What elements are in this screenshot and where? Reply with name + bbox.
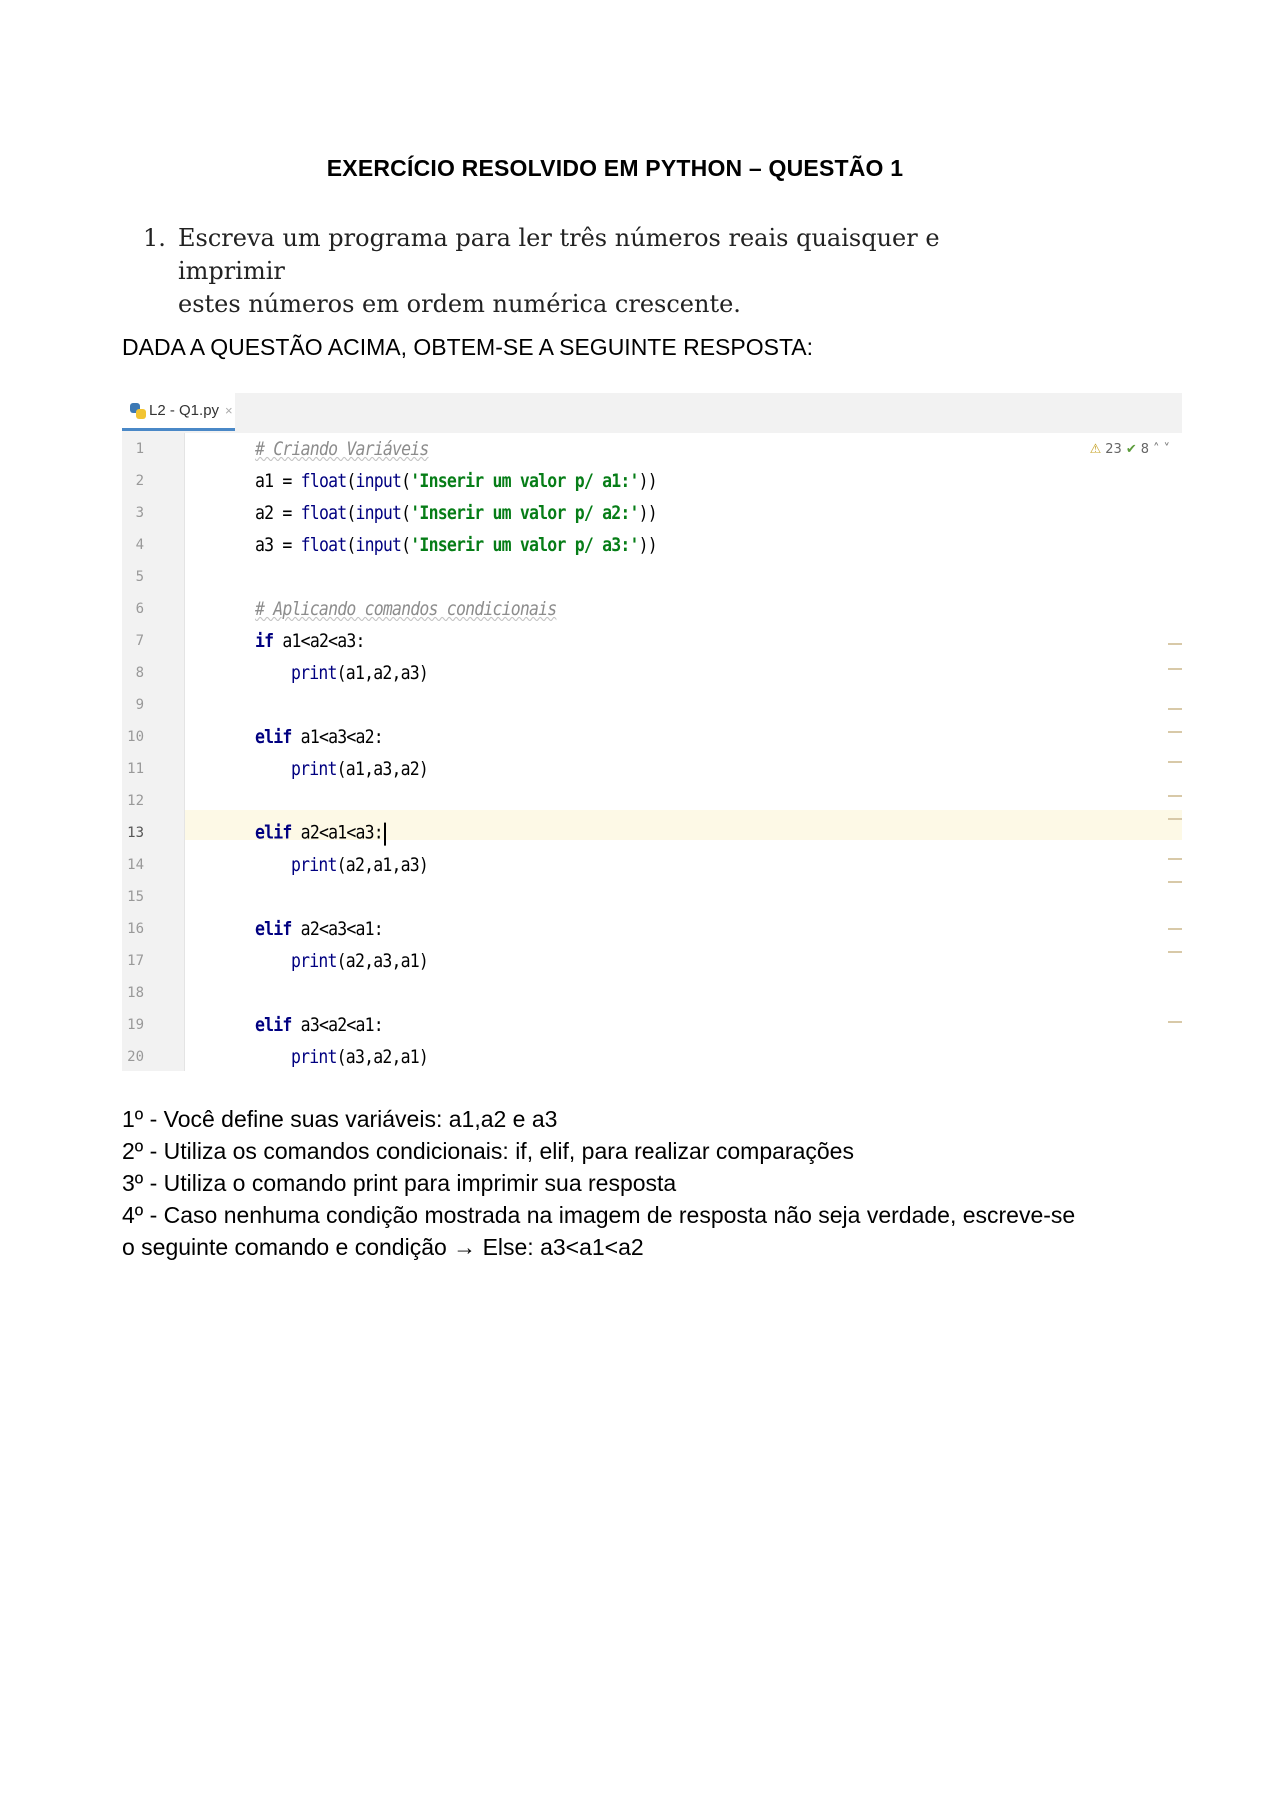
- explanation-step-3: 3º - Utiliza o comando print para imprimir sua resposta: [122, 1170, 677, 1196]
- line-number-gutter: [122, 433, 185, 1071]
- code-line-13: elif a2<a1<a3:: [255, 821, 386, 845]
- code-editor[interactable]: [185, 433, 1182, 1071]
- line-number: 8: [135, 665, 144, 681]
- line-number: 12: [127, 793, 144, 809]
- code-line-7: if a1<a2<a3:: [255, 629, 365, 652]
- code-line-14: print(a2,a1,a3): [291, 853, 429, 876]
- line-number: 14: [127, 857, 144, 873]
- line-number: 16: [127, 921, 144, 937]
- code-line-4: a3 = float(input('Inserir um valor p/ a3:')): [255, 533, 657, 556]
- explanation-step-1: 1º - Você define suas variáveis: a1,a2 e a3: [122, 1106, 558, 1132]
- line-number: 3: [135, 505, 144, 521]
- code-line-11: print(a1,a3,a2): [291, 757, 429, 780]
- code-line-17: print(a2,a3,a1): [291, 949, 429, 972]
- chevron-up-icon[interactable]: ˄: [1153, 442, 1160, 457]
- line-number: 19: [127, 1017, 144, 1033]
- question-text-line-2: estes números em ordem numérica crescente.: [178, 290, 741, 318]
- text-caret: [384, 822, 386, 845]
- line-number: 1: [135, 441, 144, 457]
- line-number: 5: [135, 569, 144, 585]
- warnings-count: 23: [1105, 442, 1122, 457]
- code-line-2: a1 = float(input('Inserir um valor p/ a1:')): [255, 469, 657, 492]
- close-icon[interactable]: ×: [225, 403, 233, 418]
- editor-tab[interactable]: [122, 393, 235, 431]
- chevron-down-icon[interactable]: ˅: [1163, 442, 1170, 457]
- editor-tab-bar: [122, 393, 1182, 434]
- editor-tab-label: L2 - Q1.py: [149, 402, 220, 419]
- line-number: 20: [127, 1049, 144, 1065]
- code-line-16: elif a2<a3<a1:: [255, 917, 383, 940]
- line-number: 15: [127, 889, 144, 905]
- explanation-step-2: 2º - Utiliza os comandos condicionais: if, elif, para realizar comparações: [122, 1138, 854, 1164]
- line-number: 11: [127, 761, 144, 777]
- inspection-widget[interactable]: [1090, 442, 1170, 457]
- code-line-1: # Criando Variáveis: [255, 437, 429, 460]
- line-number: 7: [135, 633, 144, 649]
- error-stripe[interactable]: [1168, 473, 1182, 1071]
- line-number: 17: [127, 953, 144, 969]
- weak-warning-icon: ✔: [1125, 442, 1137, 457]
- line-number: 10: [127, 729, 144, 745]
- line-number: 13: [127, 825, 144, 841]
- question-text-line-1: Escreva um programa para ler três números reais quaisquer e imprimir: [178, 224, 940, 285]
- warning-icon: ⚠: [1089, 442, 1102, 457]
- explanation-step-4-continued: o seguinte comando e condição → Else: a3<a1<a2: [122, 1234, 644, 1260]
- code-line-8: print(a1,a2,a3): [291, 661, 429, 684]
- explanation-list: [122, 1103, 1132, 1263]
- line-number: 18: [127, 985, 144, 1001]
- python-file-icon: [130, 403, 146, 419]
- question-number: 1.: [143, 224, 166, 252]
- question-block: [143, 222, 1043, 321]
- document-title: EXERCÍCIO RESOLVIDO EM PYTHON – QUESTÃO 1: [326, 155, 904, 181]
- line-number: 4: [135, 537, 144, 553]
- code-line-3: a2 = float(input('Inserir um valor p/ a2:')): [255, 501, 657, 524]
- line-number: 6: [135, 601, 144, 617]
- intro-text: DADA A QUESTÃO ACIMA, OBTEM-SE A SEGUINTE RESPOSTA:: [122, 334, 814, 360]
- code-line-20: print(a3,a2,a1): [291, 1045, 429, 1068]
- code-line-6: # Aplicando comandos condicionais: [255, 597, 557, 620]
- code-line-19: elif a3<a2<a1:: [255, 1013, 383, 1036]
- ide-screenshot: [122, 393, 1182, 1071]
- checks-count: 8: [1140, 442, 1149, 457]
- line-number: 9: [135, 697, 144, 713]
- code-line-10: elif a1<a3<a2:: [255, 725, 383, 748]
- line-number: 2: [135, 473, 144, 489]
- explanation-step-4: 4º - Caso nenhuma condição mostrada na imagem de resposta não seja verdade, escreve-se: [122, 1202, 1076, 1228]
